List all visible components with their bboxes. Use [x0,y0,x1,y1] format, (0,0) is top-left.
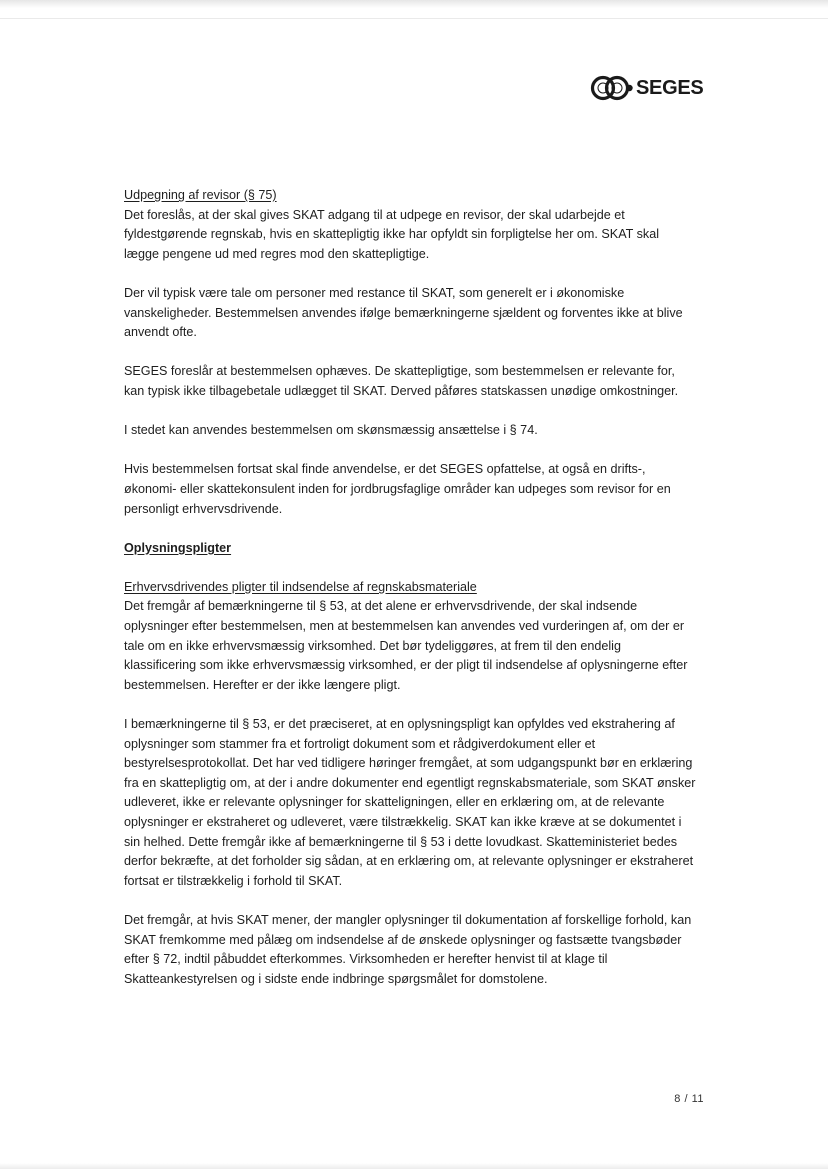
seges-logo-mark-icon [590,75,634,101]
revisor-paragraph-2: Der vil typisk være tale om personer med restance til SKAT, som generelt er i økonomiske vanskeligheder. Bestemmelsen anvendes ifølge bemærkningerne sjældent og forventes ikke at blive anvendt ofte. [124,285,683,340]
document-body [124,186,696,1009]
scan-edge-top [0,0,828,8]
revisor-paragraph-3: SEGES foreslår at bestemmelsen ophæves. De skattepligtige, som bestemmelsen er relevante for, kan typisk ikke tilbagebetale udlægget til SKAT. Derved påføres statskassen unødige omkostninger. [124,364,679,398]
oplysningspligter-paragraph-2: I bemærkningerne til § 53, er det præciseret, at en oplysningspligt kan opfyldes ved ekstrahering af oplysninger som stammer fra et fortroligt dokument som et rådgiverdokument eller et bestyrelsesprotokollat. Det har ved tidligere høringer fremgået, at som udgangspunkt bør en erklæring fra en skattepligtig om, at der i andre dokumenter end egentligt regnskabsmateriale, som SKAT ønsker udleveret, ikke er relevante oplysninger for skatteligningen, eller en erklæring om, at de relevante oplysninger er ekstraheret og udleveret, være tilstrækkelig. SKAT kan ikke kræve at se dokumentet i sin helhed. Dette fremgår ikke af bemærkningerne til § 53 i dette lovudkast. Skatteministeriet bedes derfor bekræfte, at det forholder sig sådan, at en erklæring om, at relevante oplysninger er ekstraheret fortsat er tilstrækkelig i forhold til SKAT. [124,717,696,888]
revisor-paragraph-5: Hvis bestemmelsen fortsat skal finde anvendelse, er det SEGES opfattelse, at også en drifts-, økonomi- eller skattekonsulent inden for jordbrugsfaglige områder kan udpeges som revisor for en personligt erhvervsdrivende. [124,462,671,516]
oplysningspligter-paragraph-3: Det fremgår, at hvis SKAT mener, der mangler oplysninger til dokumentation af forskellige forhold, kan SKAT fremkomme med pålæg om indsendelse af de ønskede oplysninger og fastsætte tvangsbøder efter § 72, indtil påbuddet efterkommes. Virksomheden er herefter henvist til at klage til Skatteankestyrelsen og i sidste ende indbringe spørgsmålet for domstolene. [124,912,692,986]
oplysningspligter-heading: Oplysningspligter [124,540,232,555]
scan-edge-bottom [0,1163,828,1169]
revisor-paragraph-1: Det foreslås, at der skal gives SKAT adgang til at udpege en revisor, der skal udarbejde et fyldestgørende regnskab, hvis en skattepligtig ikke har opfyldt sin forpligtelse her om. SKAT skal lægge pengene ud med regres mod den skattepligtige. [124,207,660,261]
page-number: 8 / 11 [674,1093,704,1105]
logo-text: SEGES [636,77,704,99]
oplysningspligter-paragraph-1: Det fremgår af bemærkningerne til § 53, at det alene er erhvervsdrivende, der skal indsende oplysninger efter bestemmelsen, men at bestemmelsen kan anvendes ved vurderingen af, om der er tale om en ikke erhvervsmæssig virksomhed. Det bør tydeliggøres, at frem til den endelig klassificering som ikke erhvervsmæssig virksomhed, er der pligt til indsendelse af oplysningerne efter bestemmelsen. Herefter er der ikke længere pligt. [124,599,688,692]
revisor-heading: Udpegning af revisor (§ 75) [124,188,277,202]
scan-line-top [0,18,828,19]
oplysningspligter-subheading: Erhvervsdrivendes pligter til indsendelse af regnskabsmateriale [124,579,477,594]
seges-logo [590,74,703,102]
revisor-paragraph-4: I stedet kan anvendes bestemmelsen om skønsmæssig ansættelse i § 74. [124,423,538,438]
